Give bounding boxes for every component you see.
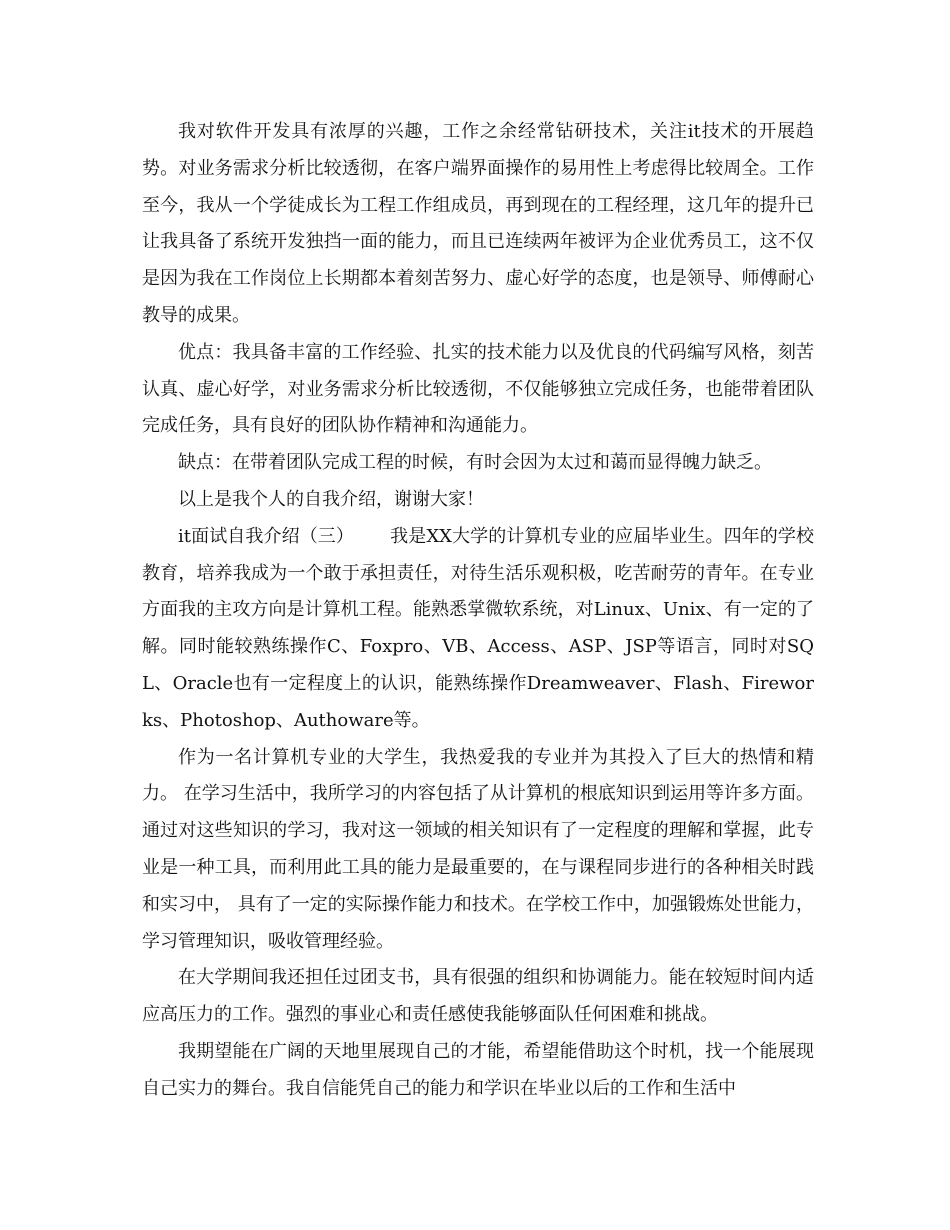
section-heading: it面试自我介绍（三） [178, 525, 355, 547]
section-first-text: 我是XX大学的计算机专业的应届毕业生。四年的学校教育，培养我成为一个敢于承担责任，对待生活乐观积极，吃苦耐劳的青年。在专业方面我的主攻方向是计算机工程。能熟悉掌微软系统，对Linux、Unix、有一定的了解。同时能较熟练操作C、Foxpro、VB、Access、ASP、JSP等语言，同时对SQL、Oracle也有一定程度上的认识，能熟练操作Dreamweaver、Flash、Fireworks、Photoshop、Authoware等。 [142, 525, 814, 731]
paragraph-section-three [142, 519, 814, 740]
paragraph-computer-major: 作为一名计算机专业的大学生，我热爱我的专业并为其投入了巨大的热情和精力。 在学习生活中，我所学习的内容包括了从计算机的根底知识到运用等许多方面。通过对这些知识的学习，我对这一领域的相关知识有了一定程度的理解和掌握，此专业是一种工具，而利用此工具的能力是最重要的，在与课程同步进行的各种相关时践和实习中， 具有了一定的实际操作能力和技术。在学校工作中，加强锻炼处世能力，学习管理知识，吸收管理经验。 [142, 746, 814, 952]
document-body [142, 114, 814, 1108]
paragraph-intro: 我对软件开发具有浓厚的兴趣，工作之余经常钻研技术，关注it技术的开展趋势。对业务需求分析比较透彻，在客户端界面操作的易用性上考虑得比较周全。工作至今，我从一个学徒成长为工程工作组成员，再到现在的工程经理，这几年的提升已让我具备了系统开发独挡一面的能力，而且已连续两年被评为企业优秀员工，这不仅是因为我在工作岗位上长期都本着刻苦努力、虚心好学的态度，也是领导、师傅耐心教导的成果。 [142, 121, 814, 326]
paragraph-aspiration: 我期望能在广阔的天地里展现自己的才能，希望能借助这个时机，找一个能展现自己实力的舞台。我自信能凭自己的能力和学识在毕业以后的工作和生活中 [142, 1040, 814, 1099]
paragraph-league-secretary: 在大学期间我还担任过团支书，具有很强的组织和协调能力。能在较短时间内适应高压力的工作。强烈的事业心和责任感使我能够面队任何困难和挑战。 [142, 967, 814, 1026]
paragraph-closing: 以上是我个人的自我介绍，谢谢大家！ [178, 488, 484, 510]
paragraph-strengths: 优点：我具备丰富的工作经验、扎实的技术能力以及优良的代码编写风格，刻苦认真、虚心好学，对业务需求分析比较透彻，不仅能够独立完成任务，也能带着团队完成任务，具有良好的团队协作精神和沟通能力。 [142, 341, 814, 437]
paragraph-weaknesses: 缺点：在带着团队完成工程的时候，有时会因为太过和蔼而显得魄力缺乏。 [178, 452, 772, 474]
